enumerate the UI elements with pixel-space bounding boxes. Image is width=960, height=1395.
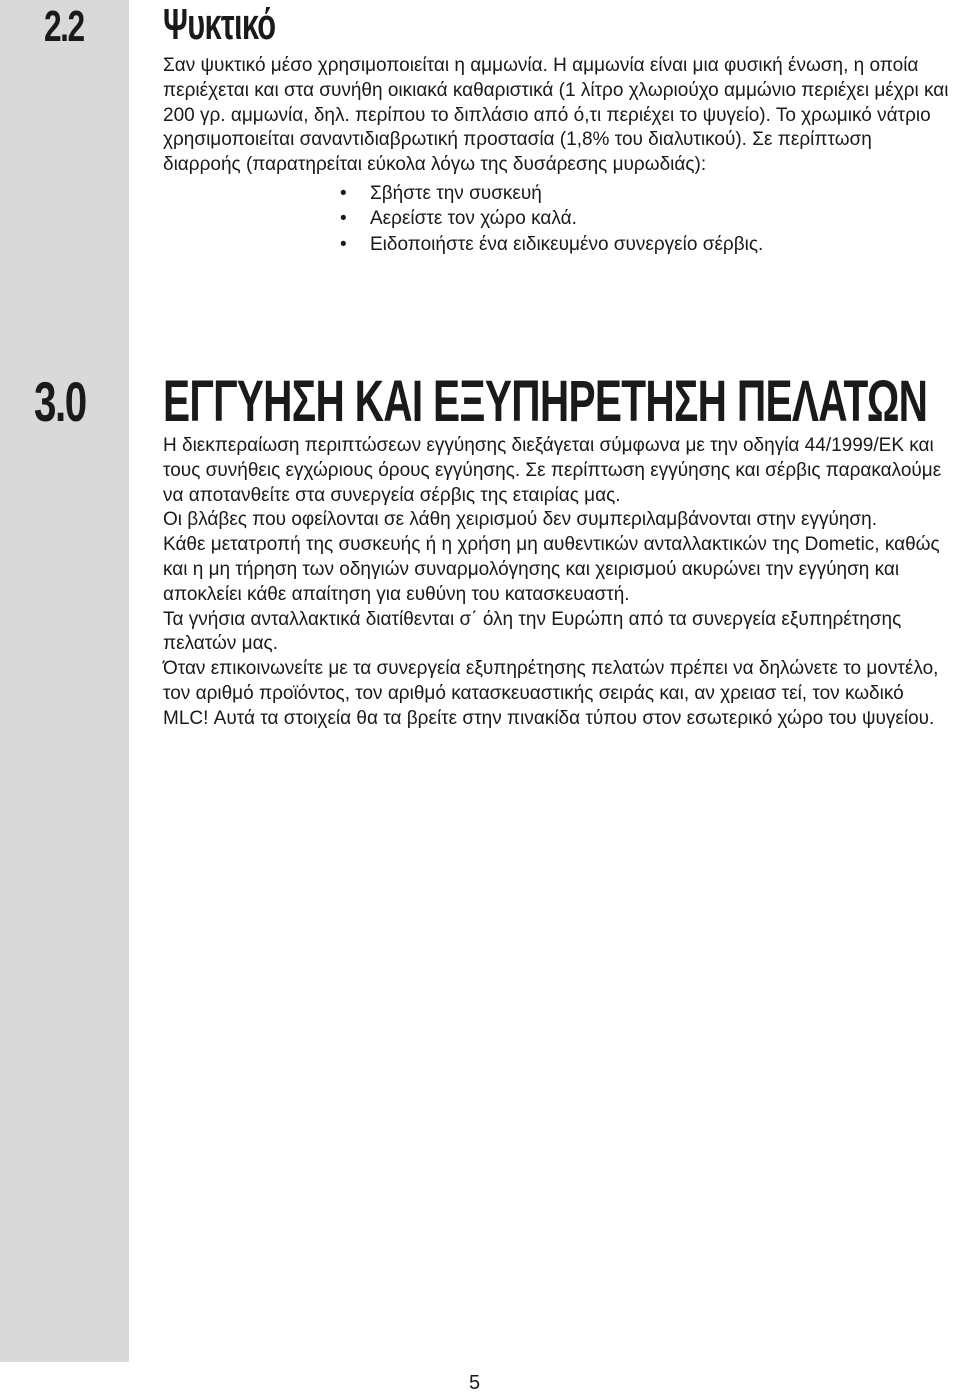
page-number: 5 xyxy=(469,1372,481,1394)
left-sidebar-band xyxy=(0,0,129,1362)
list-item-text: Ειδοποιήστε ένα ειδικευμένο συνεργείο σέρβις. xyxy=(370,233,764,255)
section-body-warranty xyxy=(163,434,953,732)
paragraph: Όταν επικοινωνείτε με τα συνεργεία εξυπηρέτησης πελατών πρέπει να δηλώνετε το μοντέλο, τον αριθμό προϊόντος, τον αριθμό κατασκευαστικής σειράς και, αν χρειασ τεί, τον κωδικό MLC! Αυτά τα στοιχεία θα τα βρείτε στην πινακίδα τύπου στον εσωτερικό χώρο του ψυγείου. xyxy=(163,658,939,729)
paragraph: Σαν ψυκτικό μέσο χρησιμοποιείται η αμμωνία. Η αμμωνία είναι μια φυσική ένωση, η οποία περιέχεται και στα συνήθη οικιακά καθαριστικά (1 λίτρο χλωριούχο αμμώνιο περιέχει μέχρι και 200 γρ. αμμωνία, δηλ. περίπου το διπλάσιο από ό,τι περιέχει το ψυγείο). Το χρωμικό νάτριο χρησιμοποιείται σαναντιδιαβρωτική προστασία (1,8% του διαλυτικού). Σε περίπτωση διαρροής (παρατηρείται εύκολα λόγω της δυσάρεσης μυρωδιάς): xyxy=(163,55,949,176)
list-item-text: Σβήστε την συσκευή xyxy=(370,182,542,204)
section-number-2-2: 2.2 xyxy=(44,2,84,51)
section-title-refrigerant: Ψυκτικό xyxy=(163,0,276,49)
section-number-3-0: 3.0 xyxy=(34,370,86,433)
paragraph: Η διεκπεραίωση περιπτώσεων εγγύησης διεξάγεται σύμφωνα με την οδηγία 44/1999/ΕΚ και τους συνήθεις εγχώριους όρους εγγύησης. Σε περίπτωση εγγύησης και σέρβις παρακαλούμε να αποτανθείτε στα συνεργεία σέρβις της εταιρίας μας. xyxy=(163,435,942,506)
paragraph: Οι βλάβες που οφείλονται σε λάθη χειρισμού δεν συμπεριλαμβάνονται στην εγγύηση. xyxy=(163,509,878,531)
section-body-refrigerant xyxy=(163,54,953,257)
list-item xyxy=(340,206,953,232)
list-item xyxy=(340,181,953,207)
list-item-text: Αερείστε τον χώρο καλά. xyxy=(370,208,577,230)
bullet-icon: • xyxy=(340,233,347,255)
bullet-icon: • xyxy=(340,182,347,204)
paragraph: Κάθε μετατροπή της συσκευής ή η χρήση μη αυθεντικών ανταλλακτικών της Dometic, καθώς και η μη τήρηση των οδηγιών συναρμολόγησης και χειρισμού ακυρώνει την εγγύηση και αποκλείει κάθε απαίτηση για ευθύνη του κατασκευαστή. xyxy=(163,534,940,605)
bullet-icon: • xyxy=(340,208,347,230)
leak-instructions-list xyxy=(163,181,953,258)
section-title-warranty: ΕΓΓΥΗΣΗ ΚΑΙ ΕΞΥΠΗΡΕΤΗΣΗ ΠΕΛΑΤΩΝ xyxy=(163,369,928,434)
list-item xyxy=(340,232,953,258)
paragraph: Τα γνήσια ανταλλακτικά διατίθενται σ΄ όλη την Ευρώπη από τα συνεργεία εξυπηρέτησης πελατών μας. xyxy=(163,608,902,655)
